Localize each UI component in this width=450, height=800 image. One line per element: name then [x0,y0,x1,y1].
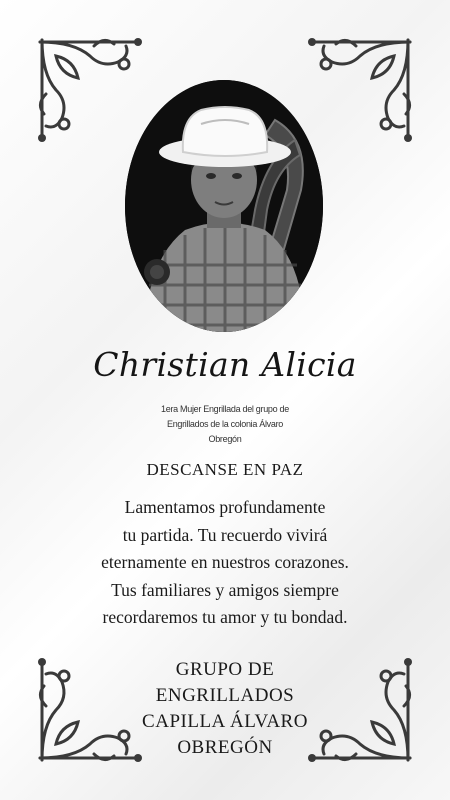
message-line: Lamentamos profundamente [124,497,326,517]
description-line: Obregón [208,434,242,444]
deceased-description [145,402,305,447]
group-line: GRUPO DE [175,659,275,680]
group-signature [0,657,450,761]
filigree-corner-top-right-icon [304,34,416,146]
rest-in-peace-heading: DESCANSE EN PAZ [146,460,304,479]
group-line: CAPILLA ÁLVARO [142,711,308,732]
filigree-corner-top-left-icon [34,34,146,146]
deceased-name: Christian Alicia [93,345,357,384]
message-line: eternamente en nuestros corazones. [101,552,349,572]
message-line: recordaremos tu amor y tu bondad. [102,607,348,627]
group-line: ENGRILLADOS [155,685,295,706]
message-line: tu partida. Tu recuerdo vivirá [122,524,328,545]
condolence-message [60,494,390,632]
portrait-woman-cowboy-hat-icon [125,80,323,332]
group-line: OBREGÓN [177,737,273,758]
description-line: Engrillados de la colonia Álvaro [167,419,283,429]
memorial-portrait [125,80,323,332]
message-line: Tus familiares y amigos siempre [111,579,339,600]
description-line: 1era Mujer Engrillada del grupo de [161,404,289,414]
